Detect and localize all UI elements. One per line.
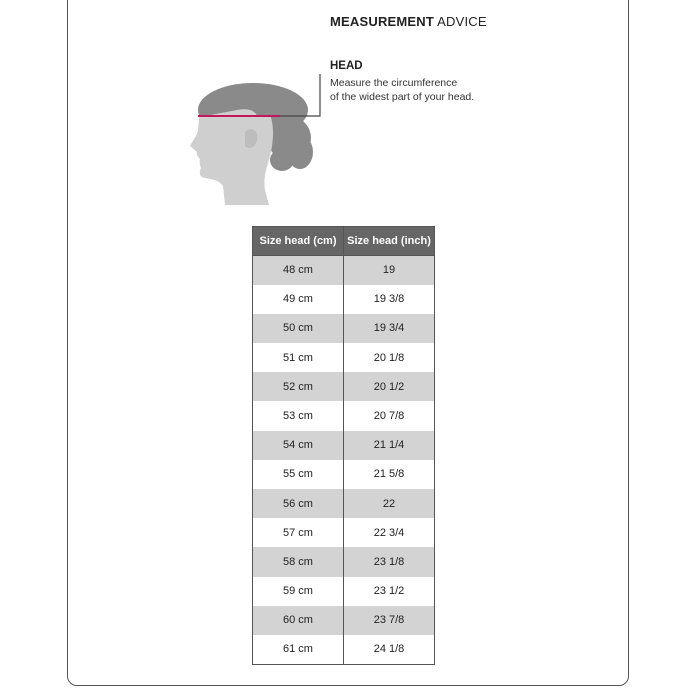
- table-row: [253, 577, 435, 606]
- table-row: [253, 518, 435, 547]
- head-label: HEAD: [330, 60, 363, 72]
- cell-inch: 19 3/8: [344, 285, 435, 314]
- cell-cm: 56 cm: [253, 489, 344, 518]
- cell-inch: 23 7/8: [344, 606, 435, 635]
- head-description: [330, 76, 530, 104]
- cell-inch: 20 1/2: [344, 372, 435, 401]
- cell-inch: 22 3/4: [344, 518, 435, 547]
- table-row: [253, 343, 435, 372]
- cell-cm: 51 cm: [253, 343, 344, 372]
- table-row: [253, 547, 435, 576]
- cell-cm: 61 cm: [253, 635, 344, 664]
- cell-cm: 53 cm: [253, 401, 344, 430]
- cell-inch: 19: [344, 256, 435, 285]
- cell-cm: 58 cm: [253, 547, 344, 576]
- cell-cm: 60 cm: [253, 606, 344, 635]
- cell-inch: 20 1/8: [344, 343, 435, 372]
- table-row: [253, 285, 435, 314]
- cell-inch: 24 1/8: [344, 635, 435, 664]
- table-row: [253, 489, 435, 518]
- header-inch: Size head (inch): [344, 227, 435, 256]
- cell-cm: 52 cm: [253, 372, 344, 401]
- cell-cm: 59 cm: [253, 577, 344, 606]
- table-row: [253, 606, 435, 635]
- table-header-row: [253, 227, 435, 256]
- table-row: [253, 401, 435, 430]
- table-row: [253, 460, 435, 489]
- cell-inch: 23 1/8: [344, 547, 435, 576]
- table-row: [253, 635, 435, 664]
- leader-line: [280, 74, 325, 120]
- size-table: [252, 226, 435, 665]
- cell-cm: 54 cm: [253, 431, 344, 460]
- cell-inch: 21 5/8: [344, 460, 435, 489]
- head-description-line2: of the widest part of your head.: [330, 91, 475, 103]
- table-row: [253, 372, 435, 401]
- cell-cm: 48 cm: [253, 256, 344, 285]
- table-row: [253, 256, 435, 285]
- page-title: [330, 14, 487, 29]
- cell-cm: 50 cm: [253, 314, 344, 343]
- cell-cm: 57 cm: [253, 518, 344, 547]
- cell-inch: 19 3/4: [344, 314, 435, 343]
- cell-cm: 49 cm: [253, 285, 344, 314]
- table-row: [253, 314, 435, 343]
- cell-inch: 22: [344, 489, 435, 518]
- header-cm: Size head (cm): [253, 227, 344, 256]
- cell-cm: 55 cm: [253, 460, 344, 489]
- cell-inch: 21 1/4: [344, 431, 435, 460]
- cell-inch: 23 1/2: [344, 577, 435, 606]
- cell-inch: 20 7/8: [344, 401, 435, 430]
- title-rest: ADVICE: [434, 14, 487, 29]
- table-row: [253, 431, 435, 460]
- head-description-line1: Measure the circumference: [330, 77, 458, 89]
- title-bold: MEASUREMENT: [330, 14, 435, 29]
